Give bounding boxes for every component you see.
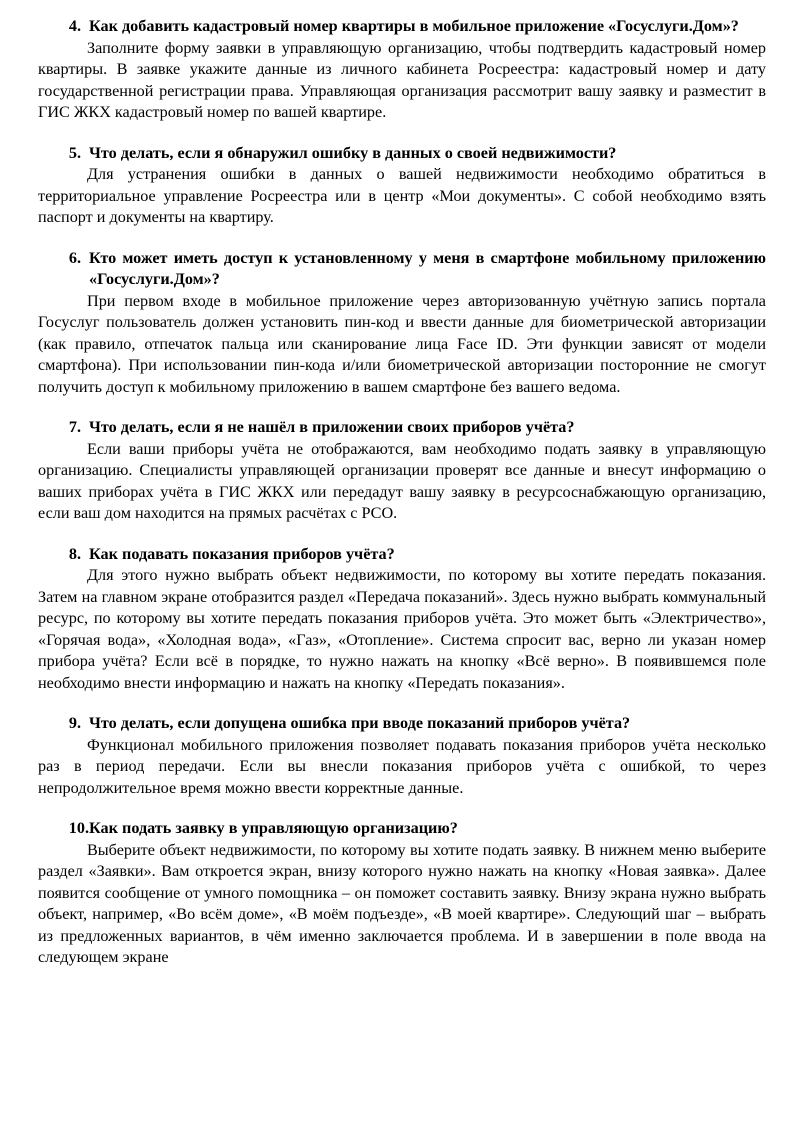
faq-answer: Для этого нужно выбрать объект недвижимости, по которому вы хотите передать показания. Затем на главном экране отобразится раздел «Передача показаний». Здесь нужно выбрать коммунальный ресурс, по которому вы хотите передать показания приборов учёта. Это может быть «Электричество», «Горячая вода», «Холодная вода», «Газ», «Отопление». Система спросит вас, верно ли указан номер прибора учёта? Если всё в порядке, то нужно нажать на кнопку «Всё верно». В появившемся поле необходимо внести информацию и нажать на кнопку «Передать показания». [38, 566, 766, 692]
faq-question [38, 248, 766, 291]
faq-item-7 [38, 417, 766, 525]
faq-answer: Заполните форму заявки в управляющую организацию, чтобы подтвердить кадастровый номер квартиры. В заявке укажите данные из личного кабинета Росреестра: кадастровый номер и дату государственной регистрации права. Управляющая организация рассмотрит вашу заявку и разместит в ГИС ЖКХ кадастровый номер по вашей квартире. [38, 38, 766, 121]
faq-answer: Функционал мобильного приложения позволяет подавать показания приборов учёта несколько раз в период передачи. Если вы внесли показания приборов учёта с ошибкой, то через непродолжительное время можно ввести корректные данные. [38, 735, 766, 797]
faq-answer: Для устранения ошибки в данных о вашей недвижимости необходимо обратиться в территориальное управление Росреестра или в центр «Мои документы». С собой необходимо взять паспорт и документы на квартиру. [38, 165, 766, 226]
question-text: Что делать, если я обнаружил ошибку в данных о своей недвижимости? [89, 143, 617, 162]
question-text: Что делать, если допущена ошибка при вводе показаний приборов учёта? [89, 714, 631, 732]
faq-item-6 [38, 248, 766, 399]
faq-answer: При первом входе в мобильное приложение через авторизованную учётную запись портала Госуслуг пользователь должен установить пин-код и ввести данные для биометрической авторизации (как правило, отпечаток пальца или сканирование лица Face ID. Эти функции зависят от модели смартфона). При использовании пин-кода и/или биометрической авторизации посторонние не смогут получить доступ к мобильному приложению в вашем смартфоне без вашего ведома. [38, 291, 766, 396]
question-number: 4. [68, 17, 81, 35]
question-number: 10. [68, 819, 89, 837]
question-text: Как подать заявку в управляющую организацию? [89, 819, 458, 837]
faq-answer: Выберите объект недвижимости, по которому вы хотите подать заявку. В нижнем меню выберите раздел «Заявки». Вам откроется экран, внизу которого нужно нажать на кнопку «Новая заявка». Далее появится сообщение от умного помощника – он поможет составить заявку. Внизу экрана нужно выбрать объект, например, «Во всём доме», «В моём подъезде», «В моей квартире». Следующий шаг – выбрать из предложенных вариантов, в чём именно заключается проблема. И в завершении в поле ввода на следующем экране [38, 840, 766, 966]
question-text: Как добавить кадастровый номер квартиры в мобильное приложение «Госуслуги.Дом»? [89, 17, 739, 35]
question-text: Как подавать показания приборов учёта? [89, 544, 395, 563]
question-number: 9. [68, 714, 81, 732]
faq-question [38, 713, 766, 735]
question-text: Что делать, если я не нашёл в приложении своих приборов учёта? [89, 418, 575, 436]
faq-question [38, 16, 766, 38]
faq-item-8 [38, 544, 766, 695]
faq-document [38, 16, 766, 988]
faq-answer: Если ваши приборы учёта не отображаются, вам необходимо подать заявку в управляющую организацию. Специалисты управляющей организации проверят все данные и внесут информацию о ваших приборах учёта в ГИС ЖКХ или передадут вашу заявку в ресурсоснабжающую организацию, если ваш дом находится на прямых расчётах с РСО. [38, 439, 766, 522]
faq-item-10 [38, 818, 766, 969]
faq-question [38, 143, 766, 165]
faq-item-9 [38, 713, 766, 799]
faq-question [38, 818, 766, 840]
question-number: 7. [68, 418, 81, 436]
question-text: Кто может иметь доступ к установленному у меня в смартфоне мобильному приложению «Госуслуги.Дом»? [89, 248, 766, 288]
faq-item-4 [38, 16, 766, 124]
faq-item-5 [38, 143, 766, 229]
question-number: 8. [68, 544, 81, 563]
question-number: 6. [68, 248, 81, 267]
question-number: 5. [68, 143, 81, 162]
faq-question [38, 544, 766, 566]
faq-question [38, 417, 766, 439]
